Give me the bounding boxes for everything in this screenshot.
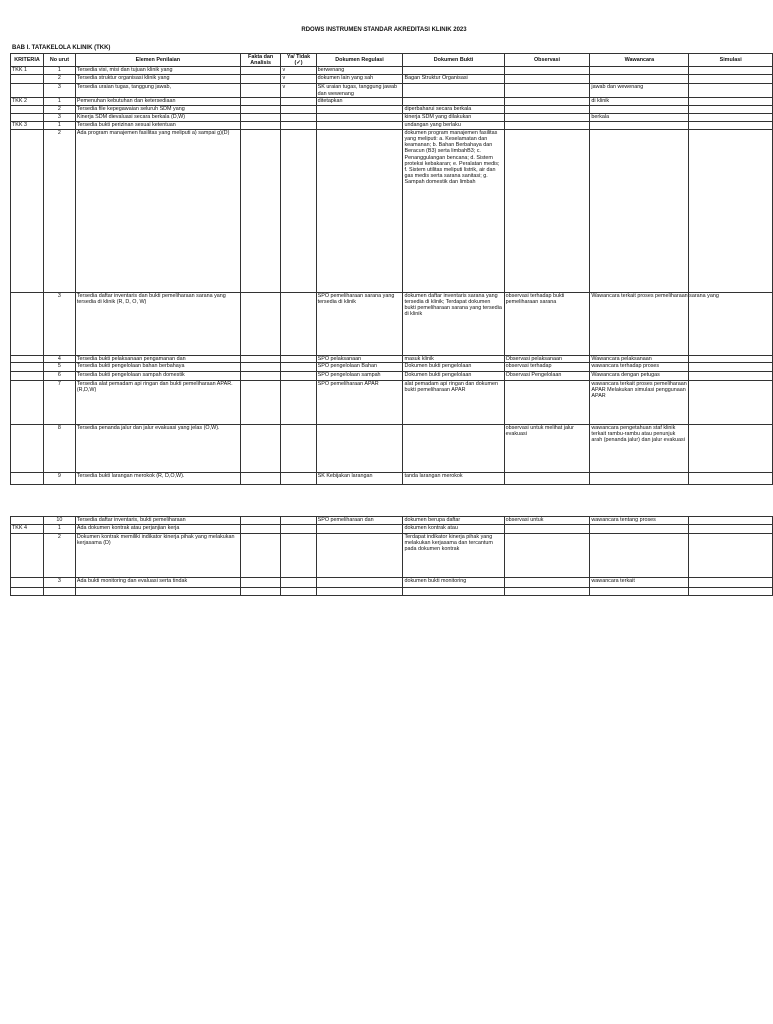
analisis-cell (240, 381, 281, 425)
kriteria-cell (11, 105, 44, 113)
simulasi-cell (689, 381, 773, 425)
elemen-cell: Pemenuhan kebutuhan dan ketersediaan (75, 97, 240, 105)
regulasi-cell: SPO pelaksanaan (316, 355, 403, 362)
kriteria-cell (11, 355, 44, 362)
analisis-cell (240, 84, 281, 97)
analisis-cell (240, 105, 281, 113)
regulasi-cell: SPO pengelolaan sampah (316, 372, 403, 381)
ya-tidak-cell (281, 355, 316, 362)
simulasi-cell (689, 525, 773, 534)
kriteria-cell: TKK 3 (11, 121, 44, 129)
wawancara-cell: jawab dan wewenang (590, 84, 689, 97)
table-row (11, 363, 773, 372)
elemen-cell: Ada bukti monitoring dan evaluasi serta tindak (75, 578, 240, 588)
ya-tidak-cell (281, 517, 316, 525)
table-row (11, 67, 773, 75)
simulasi-cell (689, 67, 773, 75)
document-title: RDOWS INSTRUMEN STANDAR AKREDITASI KLINIK 2023 (301, 27, 467, 33)
simulasi-cell (689, 113, 773, 121)
kriteria-cell (11, 534, 44, 578)
kriteria-cell: TKK 2 (11, 97, 44, 105)
table-row (11, 534, 773, 578)
analisis-cell (240, 473, 281, 485)
bukti-cell: dokumen program manajemen fasilitas yang meliputi: a. Keselamatan dan keamanan; b. Bahan Berbahaya dan Beracun (B3) serta limbahB3; c. Penanggulangan bencana; d. Sistem proteksi kebakaran; e. Peralatan medis; f. Sistem utilitas meliputi listrik, air dan gas medis serta sarana sanitasi; g. Sampah domestik dan limbah (403, 129, 504, 292)
bukti-cell: masuk klinik (403, 355, 504, 362)
observasi-cell: observasi terhadap (504, 363, 590, 372)
ya-tidak-cell (281, 129, 316, 292)
wawancara-cell (590, 525, 689, 534)
observasi-cell (504, 75, 590, 84)
wawancara-cell: Wawancara dengan petugas (590, 372, 689, 381)
observasi-cell (504, 534, 590, 578)
bukti-cell: kinerja SDM yang dilakukan (403, 113, 504, 121)
wawancara-cell: di klinik (590, 97, 689, 105)
analisis-cell (240, 75, 281, 84)
kriteria-cell (11, 363, 44, 372)
header-row (11, 54, 773, 67)
observasi-cell (504, 67, 590, 75)
table-row (11, 355, 773, 362)
observasi-cell (504, 473, 590, 485)
elemen-cell: Tersedia bukti pengelolaan bahan berbahaya (75, 363, 240, 372)
wawancara-cell: wawancara terkait (590, 578, 689, 588)
simulasi-cell (689, 588, 773, 596)
bukti-cell: Dokumen bukti pengelolaan (403, 363, 504, 372)
header-observasi: Observasi (504, 54, 590, 67)
elemen-cell: Kinerja SDM dievaluasi secara berkala (D,W) (75, 113, 240, 121)
wawancara-cell: wawancara terkait proses pemeliharaan APAR Melakukan simulasi penggunaan APAR (590, 381, 689, 425)
simulasi-cell (689, 355, 773, 362)
analisis-cell (240, 578, 281, 588)
bukti-cell (403, 97, 504, 105)
header-ya-tidak: Ya/ Tidak (✓) (281, 54, 316, 67)
bukti-cell: Terdapat indikator kinerja pihak yang melakukan kerjasama dan tercantum pada dokumen kontrak (403, 534, 504, 578)
elemen-cell: Tersedia daftar inventaris, bukti pemeliharaan (75, 517, 240, 525)
no-urut-cell: 1 (43, 525, 75, 534)
analisis-cell (240, 129, 281, 292)
kriteria-cell (11, 113, 44, 121)
regulasi-cell (316, 105, 403, 113)
analisis-cell (240, 425, 281, 473)
regulasi-cell (316, 129, 403, 292)
table-row (11, 75, 773, 84)
observasi-cell (504, 84, 590, 97)
ya-tidak-cell: v (281, 67, 316, 75)
ya-tidak-cell (281, 113, 316, 121)
simulasi-cell (689, 473, 773, 485)
regulasi-cell (316, 588, 403, 596)
ya-tidak-cell: v (281, 75, 316, 84)
wawancara-cell (590, 75, 689, 84)
regulasi-cell: SPO pemeliharaan dan (316, 517, 403, 525)
observasi-cell: Observasi Pengelolaan (504, 372, 590, 381)
assessment-table (10, 53, 773, 485)
elemen-cell: Tersedia alat pemadam api ringan dan bukti pemeliharaan APAR. (R,D,W) (75, 381, 240, 425)
header-elemen-penilaian: Elemen Penilaian (75, 54, 240, 67)
elemen-cell: Tersedia file kepegawaian seluruh SDM yang (75, 105, 240, 113)
analisis-cell (240, 292, 281, 355)
regulasi-cell: ditetapkan (316, 97, 403, 105)
ya-tidak-cell (281, 97, 316, 105)
bukti-cell: diperbaharui secara berkala (403, 105, 504, 113)
no-urut-cell: 8 (43, 425, 75, 473)
bukti-cell (403, 67, 504, 75)
regulasi-cell (316, 525, 403, 534)
no-urut-cell: 2 (43, 534, 75, 578)
regulasi-cell: SK uraian tugas, tanggung jawab dan wewenang (316, 84, 403, 97)
simulasi-cell (689, 105, 773, 113)
simulasi-cell (689, 517, 773, 525)
bukti-cell: dokumen berupa daftar (403, 517, 504, 525)
bukti-cell: dokumen bukti monitoring (403, 578, 504, 588)
regulasi-cell (316, 534, 403, 578)
simulasi-cell (689, 97, 773, 105)
table-row (11, 473, 773, 485)
kriteria-cell (11, 578, 44, 588)
ya-tidak-cell (281, 578, 316, 588)
elemen-cell: Tersedia bukti pengelolaan sampah domestik (75, 372, 240, 381)
header-simulasi: Simulasi (689, 54, 773, 67)
table-row (11, 129, 773, 292)
header-fakta-analisis: Fakta dan Analisis (240, 54, 281, 67)
simulasi-cell (689, 534, 773, 578)
table-row (11, 525, 773, 534)
chapter-heading: BAB I. TATAKELOLA KLINIK (TKK) (12, 45, 111, 51)
bukti-cell: dokumen daftar inventaris sarana yang tersedia di klinik; Terdapat dokumen bukti pemeliharaan sarana yang tersedia di klinik (403, 292, 504, 355)
analisis-cell (240, 355, 281, 362)
observasi-cell (504, 97, 590, 105)
analisis-cell (240, 363, 281, 372)
kriteria-cell (11, 129, 44, 292)
observasi-cell: observasi terhadap bukti pemeliharaan sarana (504, 292, 590, 355)
wawancara-cell: wawancara tentang proses (590, 517, 689, 525)
wawancara-cell (590, 105, 689, 113)
elemen-cell: Tersedia uraian tugas, tanggung jawab, (75, 84, 240, 97)
wawancara-cell (590, 588, 689, 596)
no-urut-cell: 9 (43, 473, 75, 485)
regulasi-cell: berwenang (316, 67, 403, 75)
ya-tidak-cell (281, 525, 316, 534)
simulasi-cell (689, 292, 773, 355)
ya-tidak-cell (281, 121, 316, 129)
no-urut-cell: 6 (43, 372, 75, 381)
elemen-cell: Tersedia daftar inventaris dan bukti pemeliharaan sarana yang tersedia di klinik (R, D, O, W) (75, 292, 240, 355)
observasi-cell (504, 113, 590, 121)
analisis-cell (240, 517, 281, 525)
no-urut-cell: 2 (43, 75, 75, 84)
ya-tidak-cell (281, 105, 316, 113)
elemen-cell: Dokumen kontrak memiliki indikator kinerja pihak yang melakukan kerjasama (D) (75, 534, 240, 578)
observasi-cell (504, 578, 590, 588)
wawancara-cell: wawancara pengetahuan staf klinik terkait rambu-rambu atau penunjuk arah (penanda jalur) dan jalur evakuasi (590, 425, 689, 473)
no-urut-cell: 3 (43, 292, 75, 355)
kriteria-cell (11, 75, 44, 84)
header-dokumen-regulasi: Dokumen Regulasi (316, 54, 403, 67)
analisis-cell (240, 372, 281, 381)
no-urut-cell (43, 588, 75, 596)
no-urut-cell: 1 (43, 67, 75, 75)
bukti-cell: alat pemadam api ringan dan dokumen bukti pemeliharaan APAR (403, 381, 504, 425)
table-row (11, 425, 773, 473)
ya-tidak-cell (281, 363, 316, 372)
analisis-cell (240, 121, 281, 129)
kriteria-cell: TKK 1 (11, 67, 44, 75)
wawancara-cell: wawancara terhadap proses (590, 363, 689, 372)
wawancara-cell: Wawancara pelaksanaan (590, 355, 689, 362)
no-urut-cell: 4 (43, 355, 75, 362)
regulasi-cell: SPO pemeliharaan sarana yang tersedia di klinik (316, 292, 403, 355)
observasi-cell (504, 588, 590, 596)
no-urut-cell: 3 (43, 84, 75, 97)
kriteria-cell (11, 588, 44, 596)
elemen-cell: Tersedia bukti pelaksanaan pengamanan dan (75, 355, 240, 362)
regulasi-cell (316, 121, 403, 129)
observasi-cell (504, 129, 590, 292)
table-row (11, 578, 773, 588)
wawancara-cell (590, 67, 689, 75)
bukti-cell (403, 84, 504, 97)
table-row (11, 517, 773, 525)
wawancara-cell (590, 473, 689, 485)
analisis-cell (240, 113, 281, 121)
elemen-cell: Tersedia bukti perizinan sesuai ketentuan (75, 121, 240, 129)
observasi-cell: observasi untuk (504, 517, 590, 525)
table-row (11, 113, 773, 121)
simulasi-cell (689, 121, 773, 129)
simulasi-cell (689, 75, 773, 84)
elemen-cell: Tersedia visi, misi dan tujuan klinik yang (75, 67, 240, 75)
table-row (11, 588, 773, 596)
bukti-cell: Bagan Struktur Organisasi (403, 75, 504, 84)
assessment-table-continued (10, 516, 773, 596)
no-urut-cell: 3 (43, 578, 75, 588)
no-urut-cell: 10 (43, 517, 75, 525)
analisis-cell (240, 97, 281, 105)
ya-tidak-cell (281, 588, 316, 596)
regulasi-cell (316, 113, 403, 121)
kriteria-cell (11, 381, 44, 425)
header-wawancara: Wawancara (590, 54, 689, 67)
kriteria-cell (11, 372, 44, 381)
bukti-cell: tanda larangan merokok (403, 473, 504, 485)
analisis-cell (240, 588, 281, 596)
kriteria-cell (11, 84, 44, 97)
bukti-cell (403, 588, 504, 596)
simulasi-cell (689, 363, 773, 372)
ya-tidak-cell: v (281, 84, 316, 97)
simulasi-cell (689, 372, 773, 381)
elemen-cell: Ada dokumen kontrak atau perjanjian kerja (75, 525, 240, 534)
simulasi-cell (689, 129, 773, 292)
wawancara-cell: Wawancara terkait proses pemeliharaan sarana yang (590, 292, 689, 355)
observasi-cell (504, 121, 590, 129)
simulasi-cell (689, 578, 773, 588)
wawancara-cell: berkala (590, 113, 689, 121)
analisis-cell (240, 67, 281, 75)
kriteria-cell (11, 517, 44, 525)
no-urut-cell: 5 (43, 363, 75, 372)
elemen-cell: Tersedia bukti larangan merokok (R, D,O,W). (75, 473, 240, 485)
table-row (11, 84, 773, 97)
table-row (11, 292, 773, 355)
wawancara-cell (590, 129, 689, 292)
ya-tidak-cell (281, 473, 316, 485)
elemen-cell: Tersedia struktur organisasi klinik yang (75, 75, 240, 84)
regulasi-cell: SK Kebijakan larangan (316, 473, 403, 485)
no-urut-cell: 2 (43, 105, 75, 113)
observasi-cell: observasi untuk melihat jalur evakuasi (504, 425, 590, 473)
observasi-cell: Observasi pelaksanaan (504, 355, 590, 362)
no-urut-cell: 2 (43, 129, 75, 292)
simulasi-cell (689, 425, 773, 473)
elemen-cell: Ada program manajemen fasilitas yang meliputi a) sampai g)(D) (75, 129, 240, 292)
regulasi-cell: SPO pengelolaan Bahan (316, 363, 403, 372)
analisis-cell (240, 525, 281, 534)
header-kriteria: KRITERIA (11, 54, 44, 67)
table-row (11, 121, 773, 129)
regulasi-cell: dokumen lain yang sah (316, 75, 403, 84)
observasi-cell (504, 381, 590, 425)
kriteria-cell (11, 292, 44, 355)
observasi-cell (504, 525, 590, 534)
wawancara-cell (590, 121, 689, 129)
wawancara-cell (590, 534, 689, 578)
no-urut-cell: 7 (43, 381, 75, 425)
no-urut-cell: 1 (43, 121, 75, 129)
regulasi-cell (316, 578, 403, 588)
bukti-cell: Dokumen bukti pengelolaan (403, 372, 504, 381)
ya-tidak-cell (281, 292, 316, 355)
table-row (11, 105, 773, 113)
kriteria-cell (11, 425, 44, 473)
bukti-cell: undangan yang berlaku (403, 121, 504, 129)
ya-tidak-cell (281, 534, 316, 578)
ya-tidak-cell (281, 372, 316, 381)
simulasi-cell (689, 84, 773, 97)
no-urut-cell: 1 (43, 97, 75, 105)
kriteria-cell (11, 473, 44, 485)
no-urut-cell: 3 (43, 113, 75, 121)
analisis-cell (240, 534, 281, 578)
elemen-cell (75, 588, 240, 596)
elemen-cell: Tersedia penanda jalur dan jalur evakuasi yang jelas (O,W). (75, 425, 240, 473)
kriteria-cell: TKK 4 (11, 525, 44, 534)
bukti-cell: dokumen kontrak atau (403, 525, 504, 534)
regulasi-cell (316, 425, 403, 473)
header-no-urut: No urut (43, 54, 75, 67)
bukti-cell (403, 425, 504, 473)
ya-tidak-cell (281, 425, 316, 473)
ya-tidak-cell (281, 381, 316, 425)
observasi-cell (504, 105, 590, 113)
regulasi-cell: SPO pemeliharaan APAR (316, 381, 403, 425)
table-row (11, 381, 773, 425)
header-dokumen-bukti: Dokumen Bukti (403, 54, 504, 67)
table-row (11, 372, 773, 381)
table-row (11, 97, 773, 105)
